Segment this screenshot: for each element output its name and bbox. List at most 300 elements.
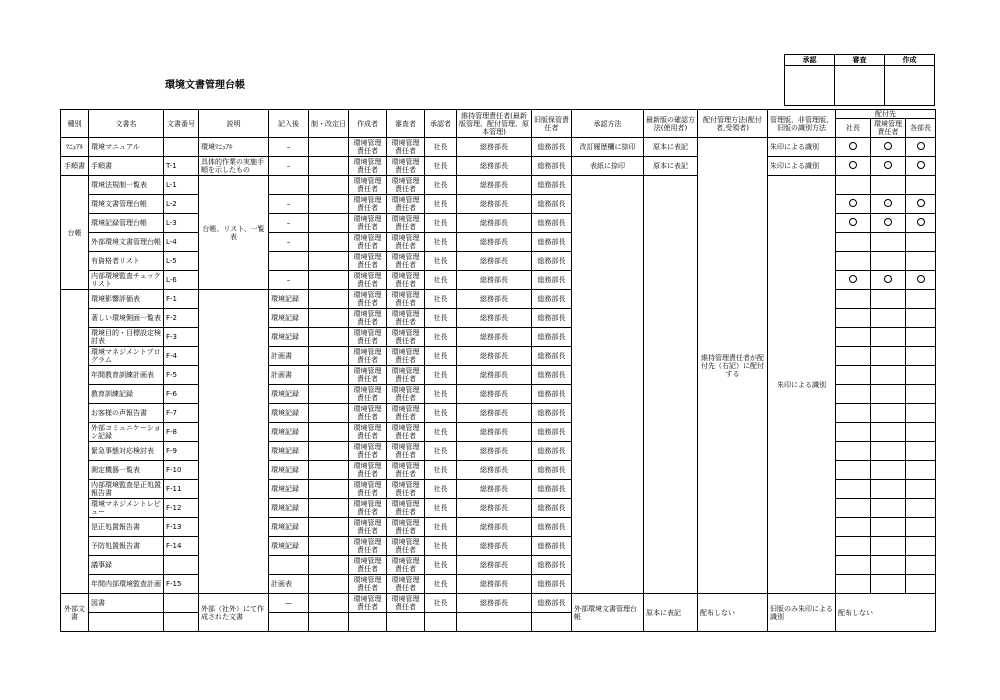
doc-name-cell: 環境影響評価表 [89, 290, 164, 309]
maintenance-cell: 総務部長 [457, 233, 532, 252]
dist-president-cell [836, 176, 871, 195]
record-cell: 環境記録 [269, 461, 309, 480]
dist-manager-cell [871, 328, 906, 347]
doc-name-cell: 環境目的・目標設定検討表 [89, 328, 164, 347]
maintenance-cell: 総務部長 [457, 499, 532, 518]
record-cell: — [269, 594, 309, 613]
maintenance-cell: 総務部長 [457, 290, 532, 309]
approver-cell: 社長 [425, 233, 457, 252]
doc-no-cell [164, 138, 199, 157]
creator-cell: 環境管理責任者 [349, 575, 387, 594]
maintenance-cell: 総務部長 [457, 347, 532, 366]
record-cell: – [269, 138, 309, 157]
header-doc-no: 文書番号 [164, 110, 199, 138]
header-old-keeper: 旧版保管責任者 [532, 110, 572, 138]
reviewer-cell: 環境管理責任者 [387, 290, 425, 309]
dist-president-cell [836, 138, 871, 157]
doc-no-cell: L-4 [164, 233, 199, 252]
record-cell: – [269, 195, 309, 214]
revision-cell [309, 404, 349, 423]
dist-dept-cell [906, 195, 936, 214]
doc-no-cell: F-2 [164, 309, 199, 328]
creator-cell: 環境管理責任者 [349, 233, 387, 252]
revision-cell [309, 328, 349, 347]
reviewer-cell: 環境管理責任者 [387, 423, 425, 442]
dist-dept-cell [906, 537, 936, 556]
category-cell: 外部文書 [61, 594, 89, 632]
approver-cell: 社長 [425, 309, 457, 328]
circle-mark-icon [917, 142, 925, 150]
doc-no-cell: L-5 [164, 252, 199, 271]
reviewer-cell: 環境管理責任者 [387, 480, 425, 499]
doc-name-cell [89, 613, 164, 632]
header-approver: 承認者 [425, 110, 457, 138]
doc-no-cell: F-9 [164, 442, 199, 461]
table-row [61, 157, 936, 176]
table-row [61, 138, 936, 157]
dist-manager-cell [871, 404, 906, 423]
dist-manager-cell [871, 309, 906, 328]
header-dist-to: 配付先 [836, 110, 936, 119]
dist-president-cell [836, 499, 871, 518]
doc-name-cell: 測定機器一覧表 [89, 461, 164, 480]
record-cell: – [269, 157, 309, 176]
record-cell: – [269, 214, 309, 233]
circle-mark-icon [917, 199, 925, 207]
dist-dept-cell [906, 271, 936, 290]
dist-president-cell [836, 252, 871, 271]
record-cell: 環境記録 [269, 442, 309, 461]
maintenance-cell: 総務部長 [457, 176, 532, 195]
description-cell: 環境ﾏﾆｭｱﾙ [199, 138, 269, 157]
header-dist-method: 配付管理方法(配付者,受領者) [698, 110, 768, 138]
revision-cell [309, 271, 349, 290]
record-cell: 計画書 [269, 366, 309, 385]
header-maintenance: 維持管理責任者(最新版管理、配付管理、原本管理) [457, 110, 532, 138]
creator-cell: 環境管理責任者 [349, 290, 387, 309]
dist-manager-cell [871, 537, 906, 556]
identification-cell: 朱印による識別 [768, 138, 836, 157]
doc-no-cell: F-1 [164, 290, 199, 309]
old-keeper-cell: 総務部長 [532, 518, 572, 537]
dist-president-cell [836, 385, 871, 404]
approver-cell: 社長 [425, 366, 457, 385]
revision-cell [309, 138, 349, 157]
reviewer-cell: 環境管理責任者 [387, 157, 425, 176]
approval-stamp-review [835, 66, 885, 106]
doc-name-cell: 環境法規制一覧表 [89, 176, 164, 195]
dist-dept-cell [906, 385, 936, 404]
dist-manager-cell [871, 480, 906, 499]
approver-cell: 社長 [425, 328, 457, 347]
header-dist-manager: 環境管理責任者 [871, 119, 906, 138]
revision-cell [309, 252, 349, 271]
maintenance-cell: 総務部長 [457, 252, 532, 271]
approver-cell: 社長 [425, 480, 457, 499]
maintenance-cell [457, 613, 532, 632]
dist-president-cell [836, 366, 871, 385]
approver-cell: 社長 [425, 404, 457, 423]
old-keeper-cell [532, 613, 572, 632]
reviewer-cell: 環境管理責任者 [387, 176, 425, 195]
old-keeper-cell: 総務部長 [532, 138, 572, 157]
dist-dept-cell [906, 309, 936, 328]
reviewer-cell: 環境管理責任者 [387, 575, 425, 594]
approver-cell: 社長 [425, 252, 457, 271]
circle-mark-icon [849, 218, 857, 226]
doc-name-cell: 年間内部環境監査計画 [89, 575, 164, 594]
doc-name-cell: 図書 [89, 594, 164, 613]
dist-president-cell [836, 556, 871, 575]
dist-manager-cell [871, 499, 906, 518]
dist-manager-cell [871, 556, 906, 575]
dist-manager-cell [871, 461, 906, 480]
maintenance-cell: 総務部長 [457, 518, 532, 537]
approver-cell: 社長 [425, 423, 457, 442]
latest-check-cell: 原本に表記 [644, 594, 698, 632]
dist-dept-cell [906, 176, 936, 195]
doc-no-cell [164, 556, 199, 575]
record-cell: 環境記録 [269, 328, 309, 347]
old-keeper-cell: 総務部長 [532, 271, 572, 290]
dist-manager-cell [871, 518, 906, 537]
approver-cell: 社長 [425, 157, 457, 176]
dist-dept-cell [906, 499, 936, 518]
doc-name-cell: 是正処置報告書 [89, 518, 164, 537]
circle-mark-icon [884, 218, 892, 226]
maintenance-cell: 総務部長 [457, 328, 532, 347]
old-keeper-cell: 総務部長 [532, 575, 572, 594]
old-keeper-cell: 総務部長 [532, 328, 572, 347]
doc-name-cell: 教育訓練記録 [89, 385, 164, 404]
dist-dept-cell [906, 252, 936, 271]
approver-cell: 社長 [425, 176, 457, 195]
record-cell: 環境記録 [269, 480, 309, 499]
dist-dept-cell [906, 480, 936, 499]
creator-cell: 環境管理責任者 [349, 157, 387, 176]
old-keeper-cell: 総務部長 [532, 537, 572, 556]
approver-cell: 社長 [425, 195, 457, 214]
approval-method-cell: 改訂履歴欄に捺印 [572, 138, 644, 157]
dist-president-cell [836, 271, 871, 290]
creator-cell: 環境管理責任者 [349, 404, 387, 423]
doc-no-cell: F-5 [164, 366, 199, 385]
latest-check-cell [644, 176, 698, 594]
approver-cell: 社長 [425, 461, 457, 480]
creator-cell: 環境管理責任者 [349, 594, 387, 613]
circle-mark-icon [884, 199, 892, 207]
dist-president-cell [836, 214, 871, 233]
table-row [61, 176, 936, 195]
approver-cell: 社長 [425, 138, 457, 157]
document-ledger-table [60, 109, 936, 632]
approver-cell: 社長 [425, 271, 457, 290]
header-category: 種別 [61, 110, 89, 138]
creator-cell: 環境管理責任者 [349, 423, 387, 442]
revision-cell [309, 575, 349, 594]
old-keeper-cell: 総務部長 [532, 252, 572, 271]
category-cell [61, 290, 89, 594]
approval-label-review: 審査 [835, 55, 885, 66]
dist-manager-cell [871, 138, 906, 157]
dist-manager-cell [871, 347, 906, 366]
dist-manager-cell [871, 423, 906, 442]
circle-mark-icon [884, 275, 892, 283]
record-cell: 環境記録 [269, 537, 309, 556]
doc-no-cell: F-13 [164, 518, 199, 537]
maintenance-cell: 総務部長 [457, 461, 532, 480]
reviewer-cell: 環境管理責任者 [387, 328, 425, 347]
approval-stamp-box [784, 54, 935, 106]
old-keeper-cell: 総務部長 [532, 461, 572, 480]
creator-cell: 環境管理責任者 [349, 347, 387, 366]
category-cell: 手順書 [61, 157, 89, 176]
revision-cell [309, 290, 349, 309]
reviewer-cell: 環境管理責任者 [387, 138, 425, 157]
revision-cell [309, 366, 349, 385]
dist-dept-cell [906, 423, 936, 442]
header-description: 説明 [199, 110, 269, 138]
creator-cell: 環境管理責任者 [349, 138, 387, 157]
dist-dept-cell [906, 575, 936, 594]
creator-cell: 環境管理責任者 [349, 499, 387, 518]
table-row [61, 594, 936, 613]
dist-manager-cell [871, 233, 906, 252]
description-cell [199, 290, 269, 594]
doc-name-cell: 内部環境監査是正処置報告書 [89, 480, 164, 499]
doc-no-cell: F-14 [164, 537, 199, 556]
old-keeper-cell: 総務部長 [532, 347, 572, 366]
doc-no-cell: L-3 [164, 214, 199, 233]
header-dist-dept: 各部長 [906, 119, 936, 138]
approver-cell: 社長 [425, 214, 457, 233]
record-cell: 環境記録 [269, 290, 309, 309]
header-approval-method: 承認方法 [572, 110, 644, 138]
dist-manager-cell [871, 214, 906, 233]
doc-name-cell: お客様の声報告書 [89, 404, 164, 423]
creator-cell: 環境管理責任者 [349, 176, 387, 195]
maintenance-cell: 総務部長 [457, 195, 532, 214]
revision-cell [309, 176, 349, 195]
doc-name-cell: 年間教育訓練計画表 [89, 366, 164, 385]
circle-mark-icon [849, 199, 857, 207]
doc-no-cell: F-6 [164, 385, 199, 404]
doc-name-cell: 議事録 [89, 556, 164, 575]
approval-label-approve: 承認 [785, 55, 835, 66]
creator-cell: 環境管理責任者 [349, 328, 387, 347]
dist-manager-cell [871, 271, 906, 290]
dist-manager-cell [871, 385, 906, 404]
dist-manager-cell [871, 575, 906, 594]
approval-method-cell: 表紙に捺印 [572, 157, 644, 176]
doc-name-cell: 環境記録管理台帳 [89, 214, 164, 233]
page-title: 環境文書管理台帳 [165, 80, 245, 91]
creator-cell: 環境管理責任者 [349, 385, 387, 404]
header-identification: 管理版、非管理版、旧版の識別方法 [768, 110, 836, 138]
approver-cell: 社長 [425, 290, 457, 309]
dist-president-cell [836, 423, 871, 442]
maintenance-cell: 総務部長 [457, 442, 532, 461]
reviewer-cell: 環境管理責任者 [387, 233, 425, 252]
old-keeper-cell: 総務部長 [532, 290, 572, 309]
dist-manager-cell [871, 252, 906, 271]
reviewer-cell: 環境管理責任者 [387, 442, 425, 461]
dist-president-cell [836, 328, 871, 347]
maintenance-cell: 総務部長 [457, 214, 532, 233]
creator-cell: 環境管理責任者 [349, 252, 387, 271]
approval-method-cell [572, 176, 644, 594]
record-cell [269, 556, 309, 575]
maintenance-cell: 総務部長 [457, 366, 532, 385]
revision-cell [309, 214, 349, 233]
approver-cell: 社長 [425, 518, 457, 537]
doc-no-cell: F-7 [164, 404, 199, 423]
record-cell [269, 176, 309, 195]
description-cell: 外部（社外）にて作成された文書 [199, 594, 269, 632]
circle-mark-icon [917, 218, 925, 226]
doc-name-cell: 外部環境文書管理台帳 [89, 233, 164, 252]
doc-name-cell: 有資格者リスト [89, 252, 164, 271]
creator-cell: 環境管理責任者 [349, 309, 387, 328]
creator-cell: 環境管理責任者 [349, 442, 387, 461]
maintenance-cell: 総務部長 [457, 157, 532, 176]
creator-cell: 環境管理責任者 [349, 366, 387, 385]
maintenance-cell: 総務部長 [457, 404, 532, 423]
old-keeper-cell: 総務部長 [532, 385, 572, 404]
circle-mark-icon [849, 161, 857, 169]
latest-check-cell: 原本に表記 [644, 157, 698, 176]
header-revision: 制・改定日 [309, 110, 349, 138]
doc-no-cell: L-1 [164, 176, 199, 195]
dist-manager-cell [871, 442, 906, 461]
doc-name-cell: 環境マネジメントプログラム [89, 347, 164, 366]
reviewer-cell [387, 613, 425, 632]
header-reviewer: 審査者 [387, 110, 425, 138]
dist-president-cell [836, 309, 871, 328]
reviewer-cell: 環境管理責任者 [387, 366, 425, 385]
header-doc-name: 文書名 [89, 110, 164, 138]
doc-name-cell: 著しい環境側面一覧表 [89, 309, 164, 328]
record-cell [269, 252, 309, 271]
dist-president-cell [836, 347, 871, 366]
creator-cell: 環境管理責任者 [349, 214, 387, 233]
dist-president-cell [836, 575, 871, 594]
maintenance-cell: 総務部長 [457, 271, 532, 290]
maintenance-cell: 総務部長 [457, 138, 532, 157]
doc-no-cell: F-4 [164, 347, 199, 366]
old-keeper-cell: 総務部長 [532, 480, 572, 499]
dist-president-cell [836, 157, 871, 176]
approver-cell: 社長 [425, 594, 457, 613]
record-cell: 環境記録 [269, 518, 309, 537]
latest-check-cell: 原本に表記 [644, 138, 698, 157]
dist-president-cell [836, 404, 871, 423]
dist-dept-cell [906, 157, 936, 176]
record-cell: 計画書 [269, 347, 309, 366]
dist-dept-cell [906, 290, 936, 309]
maintenance-cell: 総務部長 [457, 480, 532, 499]
header-record: 記入後 [269, 110, 309, 138]
category-cell: 台帳 [61, 176, 89, 290]
reviewer-cell: 環境管理責任者 [387, 537, 425, 556]
dist-manager-cell [871, 195, 906, 214]
revision-cell [309, 157, 349, 176]
creator-cell [349, 613, 387, 632]
creator-cell: 環境管理責任者 [349, 556, 387, 575]
reviewer-cell: 環境管理責任者 [387, 461, 425, 480]
doc-no-cell: F-10 [164, 461, 199, 480]
revision-cell [309, 385, 349, 404]
creator-cell: 環境管理責任者 [349, 461, 387, 480]
approval-label-create: 作成 [885, 55, 935, 66]
reviewer-cell: 環境管理責任者 [387, 214, 425, 233]
dist-president-cell [836, 233, 871, 252]
revision-cell [309, 309, 349, 328]
record-cell: 環境記録 [269, 499, 309, 518]
doc-no-cell: F-11 [164, 480, 199, 499]
doc-no-cell [164, 594, 199, 613]
creator-cell: 環境管理責任者 [349, 518, 387, 537]
old-keeper-cell: 総務部長 [532, 594, 572, 613]
record-cell: – [269, 233, 309, 252]
record-cell [269, 613, 309, 632]
doc-no-cell: F-12 [164, 499, 199, 518]
revision-cell [309, 537, 349, 556]
revision-cell [309, 423, 349, 442]
revision-cell [309, 499, 349, 518]
revision-cell [309, 518, 349, 537]
old-keeper-cell: 総務部長 [532, 442, 572, 461]
dist-dept-cell [906, 347, 936, 366]
reviewer-cell: 環境管理責任者 [387, 385, 425, 404]
old-keeper-cell: 総務部長 [532, 366, 572, 385]
maintenance-cell: 総務部長 [457, 423, 532, 442]
doc-name-cell: 手順書 [89, 157, 164, 176]
reviewer-cell: 環境管理責任者 [387, 271, 425, 290]
approver-cell: 社長 [425, 499, 457, 518]
reviewer-cell: 環境管理責任者 [387, 556, 425, 575]
maintenance-cell: 総務部長 [457, 537, 532, 556]
approval-method-cell: 外部環境文書管理台帳 [572, 594, 644, 632]
maintenance-cell: 総務部長 [457, 575, 532, 594]
approver-cell: 社長 [425, 442, 457, 461]
header-creator: 作成者 [349, 110, 387, 138]
dist-president-cell [836, 461, 871, 480]
record-cell: 環境記録 [269, 385, 309, 404]
reviewer-cell: 環境管理責任者 [387, 404, 425, 423]
reviewer-cell: 環境管理責任者 [387, 347, 425, 366]
approval-stamp-create [885, 66, 935, 106]
dist-dept-cell [906, 214, 936, 233]
dist-dept-cell [906, 556, 936, 575]
approver-cell: 社長 [425, 556, 457, 575]
maintenance-cell: 総務部長 [457, 385, 532, 404]
old-keeper-cell: 総務部長 [532, 233, 572, 252]
reviewer-cell: 環境管理責任者 [387, 518, 425, 537]
dist-dept-cell [906, 442, 936, 461]
dist-to-cell: 配布しない [836, 594, 936, 632]
header-latest-check: 最新版の確認方法(使用者) [644, 110, 698, 138]
dist-president-cell [836, 537, 871, 556]
old-keeper-cell: 総務部長 [532, 404, 572, 423]
doc-no-cell: F-3 [164, 328, 199, 347]
doc-name-cell: 環境マネジメントレビュー [89, 499, 164, 518]
dist-method-cell: 維持管理責任者が配付先（右記）に配付する [698, 138, 768, 594]
reviewer-cell: 環境管理責任者 [387, 309, 425, 328]
dist-president-cell [836, 518, 871, 537]
doc-no-cell [164, 613, 199, 632]
dist-president-cell [836, 195, 871, 214]
